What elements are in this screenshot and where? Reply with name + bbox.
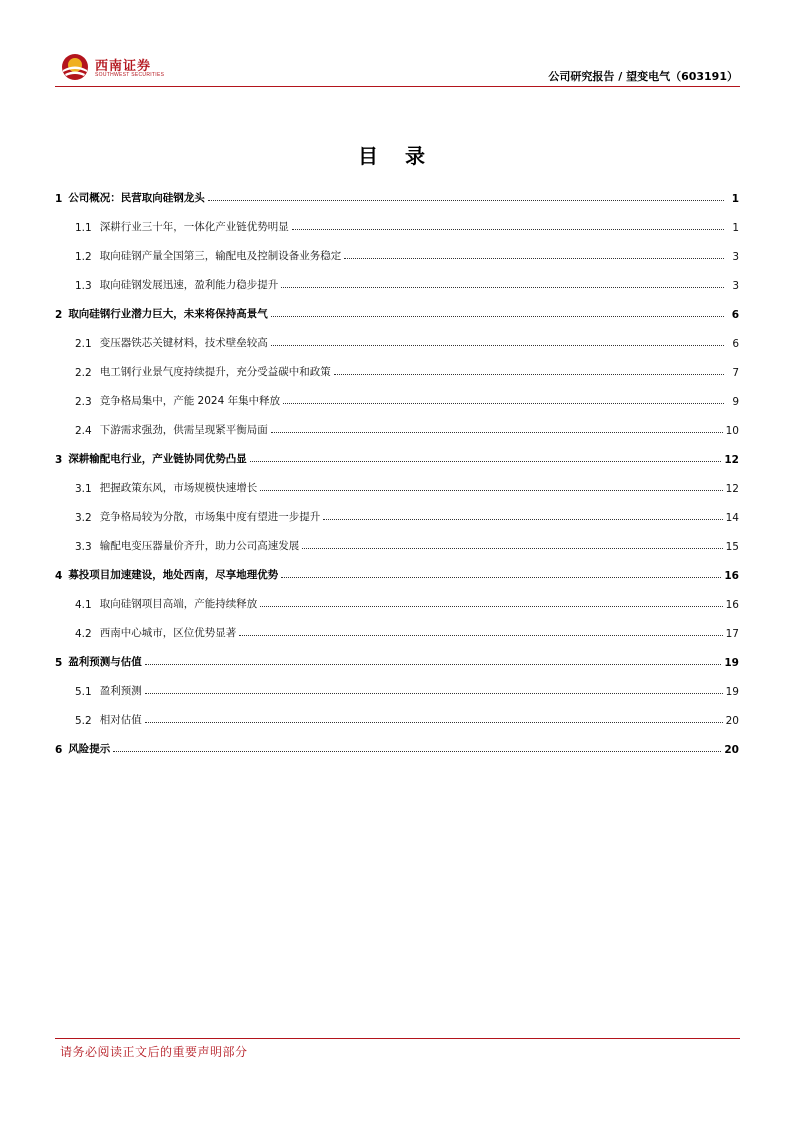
toc-entry-page-number: 6 xyxy=(731,309,739,321)
toc-entry-number: 3 xyxy=(55,454,63,466)
toc-dot-leader xyxy=(260,490,722,491)
toc-entry-page-number: 17 xyxy=(725,628,739,640)
toc-dot-leader xyxy=(283,403,724,404)
toc-subsection-entry[interactable] xyxy=(55,529,739,558)
toc-entry-page-number: 19 xyxy=(724,657,739,669)
toc-section-entry[interactable] xyxy=(55,297,739,326)
toc-entry-page-number: 1 xyxy=(731,193,739,205)
toc-entry-page-number: 16 xyxy=(724,570,739,582)
brand-name-en: SOUTHWEST SECURITIES xyxy=(95,72,165,78)
toc-dot-leader xyxy=(334,374,724,375)
toc-section-entry[interactable] xyxy=(55,558,739,587)
toc-entry-page-number: 10 xyxy=(725,425,739,437)
toc-entry-label: 盈利预测与估值 xyxy=(68,656,142,668)
toc-entry-label: 取向硅钢产量全国第三，输配电及控制设备业务稳定 xyxy=(99,250,342,262)
toc-dot-leader xyxy=(208,200,724,201)
toc-dot-leader xyxy=(260,606,722,607)
toc-entry-number: 1.2 xyxy=(75,251,92,263)
toc-entry-label: 电工钢行业景气度持续提升，充分受益碳中和政策 xyxy=(99,366,331,378)
toc-entry-number: 4 xyxy=(55,570,63,582)
toc-subsection-entry[interactable] xyxy=(55,703,739,732)
toc-subsection-entry[interactable] xyxy=(55,210,739,239)
toc-entry-label: 取向硅钢发展迅速，盈利能力稳步提升 xyxy=(99,279,279,291)
southwest-securities-logo-icon xyxy=(60,52,90,82)
toc-dot-leader xyxy=(145,693,723,694)
header-divider xyxy=(55,86,740,87)
toc-section-entry[interactable] xyxy=(55,732,739,761)
toc-entry-page-number: 7 xyxy=(732,367,739,379)
toc-dot-leader xyxy=(281,287,724,288)
toc-subsection-entry[interactable] xyxy=(55,413,739,442)
toc-dot-leader xyxy=(271,316,724,317)
toc-dot-leader xyxy=(145,664,722,665)
toc-entry-label: 公司概况：民营取向硅钢龙头 xyxy=(68,192,205,204)
toc-entry-label: 输配电变压器量价齐升，助力公司高速发展 xyxy=(99,540,300,552)
toc-entry-number: 2.2 xyxy=(75,367,92,379)
toc-subsection-entry[interactable] xyxy=(55,268,739,297)
toc-dot-leader xyxy=(302,548,722,549)
toc-entry-label: 西南中心城市，区位优势显著 xyxy=(99,627,237,639)
toc-subsection-entry[interactable] xyxy=(55,355,739,384)
toc-entry-page-number: 3 xyxy=(732,251,739,263)
toc-dot-leader xyxy=(239,635,722,636)
toc-entry-page-number: 1 xyxy=(732,222,739,234)
toc-entry-label: 取向硅钢行业潜力巨大，未来将保持高景气 xyxy=(68,308,268,320)
toc-entry-number: 3.1 xyxy=(75,483,92,495)
toc-entry-page-number: 6 xyxy=(732,338,739,350)
toc-entry-number: 4.2 xyxy=(75,628,92,640)
toc-entry-number: 3.2 xyxy=(75,512,92,524)
toc-entry-page-number: 20 xyxy=(724,744,739,756)
toc-dot-leader xyxy=(271,345,724,346)
toc-entry-page-number: 9 xyxy=(732,396,739,408)
toc-subsection-entry[interactable] xyxy=(55,500,739,529)
toc-entry-page-number: 16 xyxy=(725,599,739,611)
toc-entry-number: 6 xyxy=(55,744,63,756)
toc-entry-label: 深耕行业三十年，一体化产业链优势明显 xyxy=(99,221,289,233)
footer-disclaimer-note: 请务必阅读正文后的重要声明部分 xyxy=(60,1045,248,1059)
toc-dot-leader xyxy=(281,577,721,578)
toc-entry-page-number: 3 xyxy=(732,280,739,292)
report-info: 公司研究报告 / 望变电气（603191） xyxy=(548,70,738,83)
toc-entry-label: 深耕输配电行业，产业链协同优势凸显 xyxy=(68,453,247,465)
toc-entry-page-number: 12 xyxy=(724,454,739,466)
toc-entry-label: 取向硅钢项目高端，产能持续释放 xyxy=(99,598,258,610)
toc-dot-leader xyxy=(292,229,724,230)
toc-entry-number: 5 xyxy=(55,657,63,669)
toc-subsection-entry[interactable] xyxy=(55,471,739,500)
toc-entry-number: 1.1 xyxy=(75,222,92,234)
toc-entry-page-number: 15 xyxy=(725,541,739,553)
toc-entry-label: 风险提示 xyxy=(68,743,111,755)
brand-name-cn: 西南证券 xyxy=(95,59,152,74)
toc-entry-number: 4.1 xyxy=(75,599,92,611)
toc-entry-number: 5.1 xyxy=(75,686,92,698)
toc-entry-number: 2.1 xyxy=(75,338,92,350)
toc-entry-number: 1.3 xyxy=(75,280,92,292)
toc-entry-label: 竞争格局集中，产能 2024 年集中释放 xyxy=(99,395,281,407)
toc-subsection-entry[interactable] xyxy=(55,326,739,355)
toc-entry-number: 2 xyxy=(55,309,63,321)
toc-entry-number: 5.2 xyxy=(75,715,92,727)
toc-entry-label: 变压器铁芯关键材料，技术壁垒较高 xyxy=(99,337,268,349)
toc-entry-number: 2.4 xyxy=(75,425,92,437)
footer-divider xyxy=(55,1038,740,1039)
toc-dot-leader xyxy=(113,751,721,752)
toc-subsection-entry[interactable] xyxy=(55,616,739,645)
toc-subsection-entry[interactable] xyxy=(55,384,739,413)
toc-dot-leader xyxy=(145,722,723,723)
toc-entry-label: 把握政策东风，市场规模快速增长 xyxy=(99,482,258,494)
toc-entry-label: 募投项目加速建设，地处西南，尽享地理优势 xyxy=(68,569,279,581)
toc-entry-label: 竞争格局较为分散，市场集中度有望进一步提升 xyxy=(99,511,321,523)
toc-section-entry[interactable] xyxy=(55,442,739,471)
toc-dot-leader xyxy=(344,258,724,259)
toc-entry-page-number: 19 xyxy=(725,686,739,698)
toc-dot-leader xyxy=(250,461,722,462)
toc-section-entry[interactable] xyxy=(55,645,739,674)
toc-subsection-entry[interactable] xyxy=(55,587,739,616)
toc-entry-label: 下游需求强劲，供需呈现紧平衡局面 xyxy=(99,424,268,436)
page-header xyxy=(0,0,793,90)
table-of-contents xyxy=(55,181,739,761)
toc-subsection-entry[interactable] xyxy=(55,239,739,268)
toc-section-entry[interactable] xyxy=(55,181,739,210)
toc-entry-label: 盈利预测 xyxy=(99,685,142,697)
toc-entry-page-number: 20 xyxy=(725,715,739,727)
toc-entry-number: 1 xyxy=(55,193,63,205)
toc-title: 目 录 xyxy=(358,144,435,168)
toc-entry-page-number: 14 xyxy=(725,512,739,524)
toc-dot-leader xyxy=(323,519,722,520)
toc-entry-label: 相对估值 xyxy=(99,714,142,726)
toc-entry-page-number: 12 xyxy=(725,483,739,495)
toc-entry-number: 2.3 xyxy=(75,396,92,408)
toc-dot-leader xyxy=(271,432,723,433)
toc-entry-number: 3.3 xyxy=(75,541,92,553)
toc-subsection-entry[interactable] xyxy=(55,674,739,703)
